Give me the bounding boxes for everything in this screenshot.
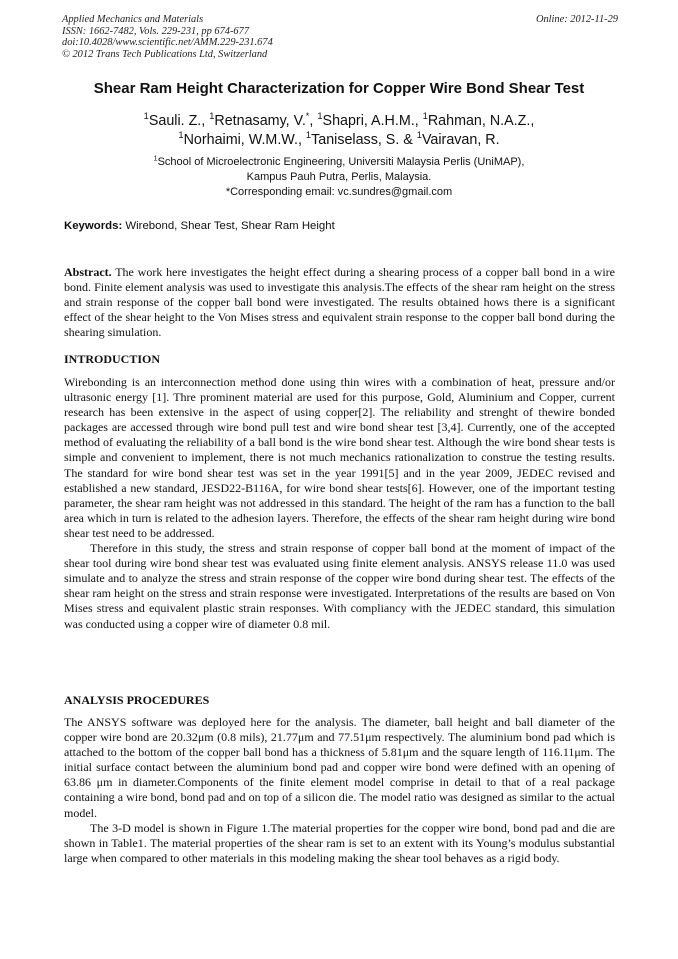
corresponding-email: *Corresponding email: vc.sundres@gmail.com (225, 186, 453, 198)
corresponding-mark: * (305, 111, 310, 122)
affiliation-address: Kampus Pauh Putra, Perlis, Malaysia. (246, 171, 432, 183)
abstract-label: Abstract. (64, 265, 112, 279)
affiliation (80, 155, 598, 200)
journal-name: Applied Mechanics and Materials (62, 14, 204, 25)
author-name: Rahman, N.A.Z., (427, 113, 535, 129)
intro-paragraph-1: Wirebonding is an interconnection method done using thin wires with a combination of heat, pressure and/or ultrasonic energy [1]. Thre prominent material are used for this purpose, Gold, Aluminium and Copper, current research has been extensive in the aspect of using copper[2]. The reliability and strenght of thewire bonded packages are accessed through wire bond pull test and wire bond shear test [3,4]. Currently, one of the accepted method of evaluating the reliability of a ball bond is the wire bond shear test. Although the wire bond shear tests is simple and convenient to implement, there is not much mechanics rationalization to construe the testing results. The standard for wire bond shear test was set in the year 1991[5] and in the year 2009, JEDEC revised and established a new standard, JESD22-B116A, for wire bond shear tests[6]. However, one of the important testing parameter, the shear ram height was not addressed in this standard. The height of the ram has a function to the ball area which in turn is related to the adhesion layers. Therefore, the effects of the shear ram height during wire bond shear test need to be addressed. (64, 375, 615, 540)
issn-line: ISSN: 1662-7482, Vols. 229-231, pp 674-677 (62, 25, 250, 37)
author-name: Vairavan, R. (421, 132, 500, 148)
section-heading-analysis: ANALYSIS PROCEDURES (64, 693, 210, 707)
affil-mark: 1 (143, 111, 149, 122)
abstract-text: The work here investigates the height effect during a shearing process of a copper ball bond in a wire bond. Finite element analysis was used to investigate this analysis.The effects of the shear ram height on the stress and strain response of the copper ball bond were investigated. The results obtained hows there is a significant effect of the shear height to the Von Mises stress and equivalent strain response to the copper ball bond during the shearing simulation. (64, 265, 615, 340)
author-line-1 (80, 112, 598, 131)
author-name: Sauli. Z., (148, 113, 210, 129)
author-separator: , (309, 113, 318, 129)
online-date: Online: 2012-11-29 (535, 14, 618, 25)
affil-mark: 1 (317, 111, 323, 122)
author-name: Norhaimi, W.M.W., (183, 132, 306, 148)
keywords-label: Keywords: (64, 220, 123, 232)
author-name: Taniselass, S. & (311, 132, 417, 148)
doi-line: doi:10.4028/www.scientific.net/AMM.229-231.674 (62, 37, 273, 49)
journal-header (62, 14, 618, 60)
copyright-line: © 2012 Trans Tech Publications Ltd, Switzerland (62, 48, 268, 60)
affil-mark: 1 (178, 130, 184, 141)
author-name: Shapri, A.H.M., (322, 113, 423, 129)
affiliation-school: School of Microelectronic Engineering, Universiti Malaysia Perlis (UniMAP), (157, 156, 525, 168)
affil-mark: 1 (209, 111, 215, 122)
author-list (80, 112, 598, 150)
intro-paragraph-2: Therefore in this study, the stress and strain response of copper ball bond at the moment of impact of the shear tool during wire bond shear test was evaluated using finite element analysis. ANSYS release 11.0 was used simulate and to analyze the stress and strain response of the copper wire bond during shear test. The effects of the shear ram height on the stress and strain response were investigated. Interpretations of the results are based on Von Mises stress and equivalent plastic strain responses. With compliancy with the JEDEC standard, this simulation was conducted using a copper wire of diameter 0.8 mil. (64, 541, 615, 631)
keywords (64, 219, 618, 234)
affil-mark: 1 (305, 130, 312, 141)
author-line-2 (80, 131, 598, 150)
analysis-paragraph-1: The ANSYS software was deployed here for the analysis. The diameter, ball height and ball diameter of the copper wire bond are 20.32μm (0.8 mils), 21.77μm and 77.51μm respectively. The aluminium bond pad which is attached to the bottom of the copper ball bond has a thickness of 5.81μm and the square length of 116.11μm. The initial surface contact between the aluminium bond pad and copper wire bond were defined with an opening of 63.86 μm in diameter.Components of the finite element model comprise in detail to that of a real package containing a wire bond, bond pad and on top of a silicon die. The model ratio was designed as similar to the actual model. (64, 715, 615, 820)
section-heading-introduction: INTRODUCTION (64, 352, 161, 366)
analysis-paragraph-2: The 3-D model is shown in Figure 1.The material properties for the copper wire bond, bond pad and die are shown in Table1. The material properties of the shear ram is set to an extent with its Young’s modulus substantial large when compared to other materials in this modeling making the shear tool behaves as a rigid body. (64, 820, 615, 865)
author-name: Retnasamy, V. (214, 113, 306, 129)
keywords-text: Wirebond, Shear Test, Shear Ram Height (122, 220, 335, 232)
analysis-section (64, 715, 615, 866)
introduction-section (64, 375, 615, 632)
affil-mark: 1 (416, 130, 422, 141)
affil-mark: 1 (422, 111, 428, 122)
affil-mark: 1 (153, 154, 158, 163)
paper-title: Shear Ram Height Characterization for Copper Wire Bond Shear Test (93, 80, 585, 97)
abstract (64, 265, 615, 340)
